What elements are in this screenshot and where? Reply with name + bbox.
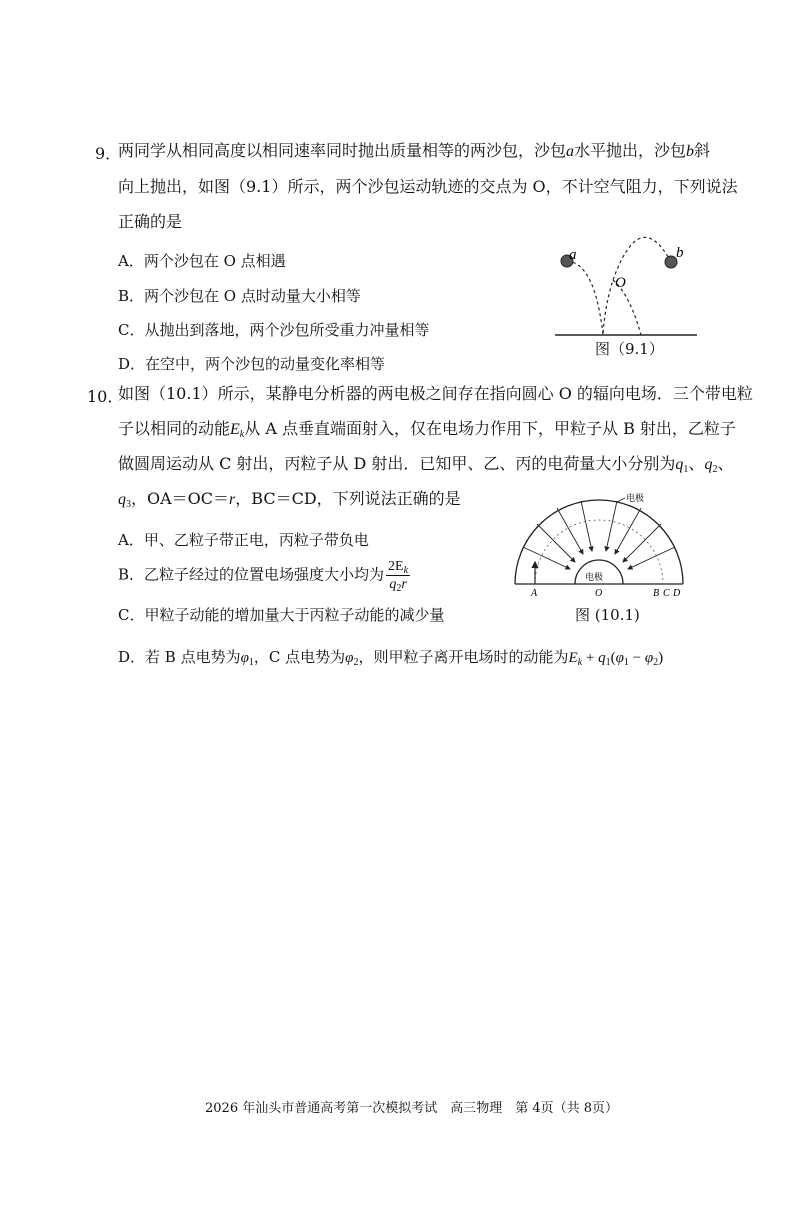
question-9-stem-line-2: 向上抛出，如图（9.1）所示，两个沙包运动轨迹的交点为 O，不计空气阻力，下列说法 — [118, 177, 738, 196]
question-10-stem-line-1: 如图（10.1）所示，某静电分析器的两电极之间存在指向圆心 O 的辐向电场．三个带电粒 — [118, 384, 753, 403]
label-A: A — [531, 588, 538, 599]
question-9-option-b: B．两个沙包在 O 点时动量大小相等 — [118, 287, 361, 305]
figure-10-1-caption: 图 (10.1) — [575, 606, 640, 624]
question-9-option-a: A．两个沙包在 O 点相遇 — [118, 252, 286, 270]
label-B: B — [653, 588, 660, 599]
question-10-option-a: A．甲、乙粒子带正电，丙粒子带负电 — [118, 531, 369, 549]
question-9-option-c: C．从抛出到落地，两个沙包所受重力冲量相等 — [118, 321, 430, 339]
question-9-option-d: D．在空中，两个沙包的动量变化率相等 — [118, 355, 386, 373]
label-C: C — [663, 588, 670, 599]
figure-9-1-caption: 图（9.1） — [595, 340, 664, 358]
figure-10-1 — [505, 492, 705, 604]
trajectory-b-left — [603, 237, 671, 335]
question-10-number: 10． — [87, 387, 124, 406]
question-10-stem-line-2: 子以相同的动能$E_k$从 A 点垂直端面射入，仅在电场力作用下，甲粒子从 B 射出，乙粒子 — [118, 419, 736, 440]
label-b: b — [676, 245, 684, 261]
question-10-stem-line-4: $q_3$，OA＝OC＝r，BC＝CD，下列说法正确的是 — [118, 489, 461, 510]
question-10-option-b: B．乙粒子经过的位置电场强度大小均为 $\frac{2E_k}{q_2r}$ — [118, 559, 409, 594]
label-o: O — [615, 275, 626, 291]
trajectory-a — [567, 261, 603, 335]
page-footer: 2026 年汕头市普通高考第一次模拟考试 高三物理 第 4页（共 8页） — [205, 1101, 619, 1116]
label-a: a — [569, 247, 577, 263]
label-electrode-top: 电极 — [626, 493, 645, 503]
question-9-number: 9． — [95, 144, 122, 163]
question-10-option-d: D．若 B 点电势为$\varphi_1$，C 点电势为$\varphi_2$，则甲粒子离开电场时的动能为$E_k + q_1(\varphi_1 - \varphi_2)$ — [118, 648, 664, 668]
label-D: D — [673, 588, 681, 599]
fraction-2ek-over-q2r: $\frac{2E_k}{q_2r}$ — [388, 559, 409, 594]
question-9-stem-line-1: 两同学从相同高度以相同速率同时抛出质量相等的两沙包，沙包a水平抛出，沙包b斜 — [118, 141, 711, 160]
question-10-stem-line-3: 做圆周运动从 C 射出，丙粒子从 D 射出．已知甲、乙、丙的电荷量大小分别为$q_1$、$q_2$、 — [118, 454, 734, 475]
question-10-option-c: C．甲粒子动能的增加量大于丙粒子动能的减少量 — [118, 606, 445, 624]
question-9-stem-line-3: 正确的是 — [118, 212, 183, 231]
label-O: O — [595, 588, 603, 599]
label-electrode-inner: 电极 — [585, 572, 604, 582]
field-lines — [523, 501, 675, 569]
electrode-leader — [617, 498, 625, 502]
